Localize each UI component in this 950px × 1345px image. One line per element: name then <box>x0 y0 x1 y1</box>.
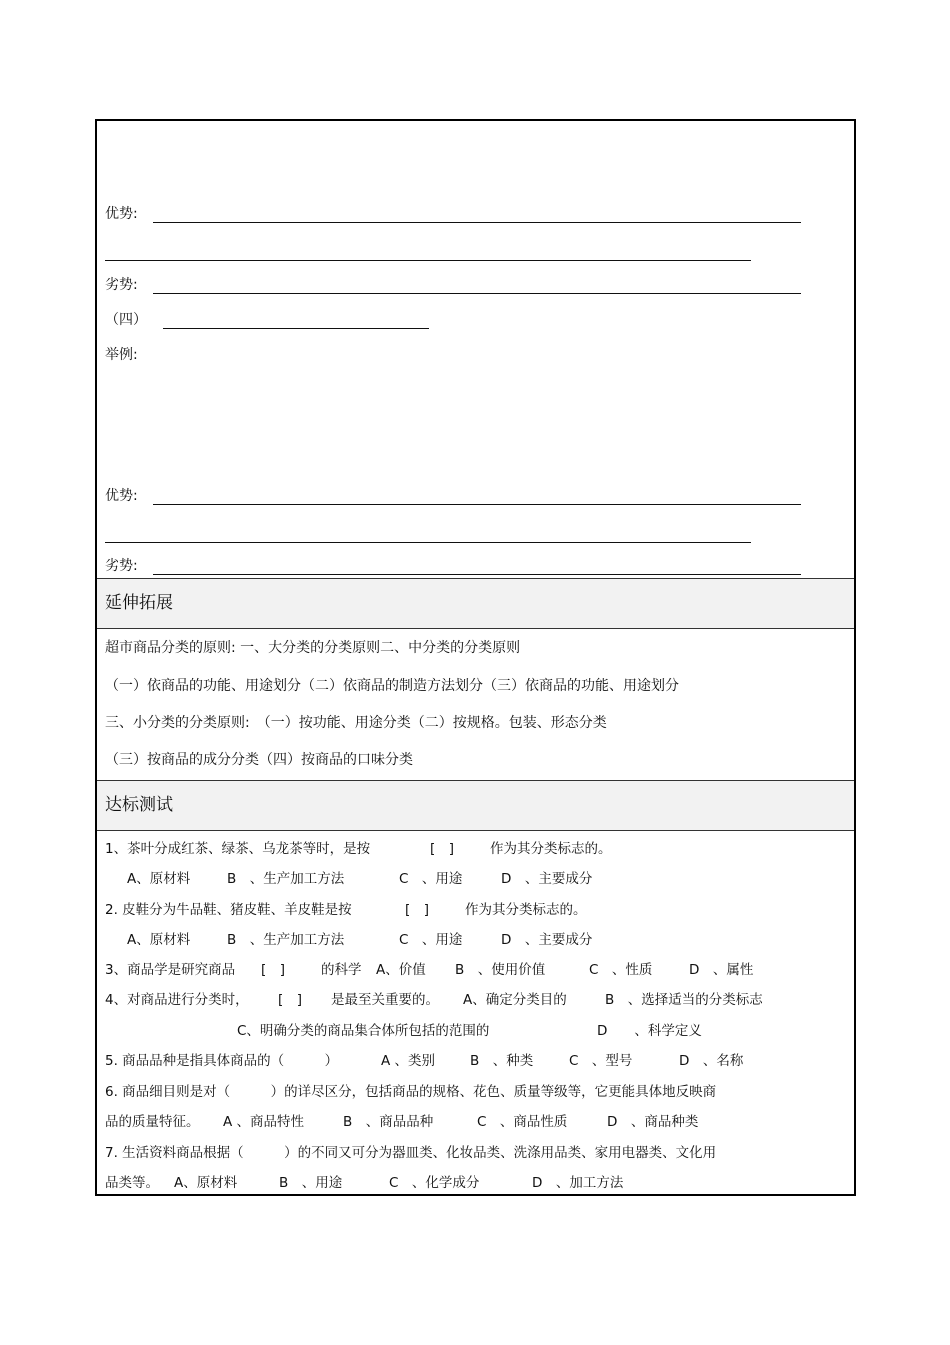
q7-line-1: 7. 生活资料商品根据（ ）的不同又可分为器皿类、化妆品类、洗涤用品类、家用电器类、文化用 <box>105 1145 717 1161</box>
advantage-blank-1b[interactable] <box>105 260 751 261</box>
q7-line-2: 品类等。 <box>105 1175 159 1191</box>
extension-line-2: （一）依商品的功能、用途划分（二）依商品的制造方法划分（三）依商品的功能、用途划分 <box>105 678 679 694</box>
example-label: 举例: <box>105 347 138 363</box>
item-four-label: （四） <box>105 312 147 328</box>
q2-stem: 2. 皮鞋分为牛品鞋、猪皮鞋、羊皮鞋是按 <box>105 902 352 918</box>
q1-option-d[interactable]: D 、主要成分 <box>501 871 593 887</box>
advantage-blank-2[interactable] <box>153 504 801 505</box>
q4-option-b[interactable]: B 、选择适当的分类标志 <box>605 992 763 1008</box>
q3-stem: 3、商品学是研究商品 <box>105 962 236 978</box>
q4-option-c[interactable]: C、明确分类的商品集合体所包括的范围的 <box>237 1023 490 1039</box>
q3-option-d[interactable]: D 、属性 <box>689 962 754 978</box>
q3-option-c[interactable]: C 、性质 <box>589 962 653 978</box>
q4-bracket[interactable]: [ ] <box>278 992 303 1008</box>
q6-option-a[interactable]: A 、商品特性 <box>223 1114 305 1130</box>
extension-title: 延伸拓展 <box>105 593 173 613</box>
q4-option-a[interactable]: A、确定分类目的 <box>463 992 567 1008</box>
q2-option-d[interactable]: D 、主要成分 <box>501 932 593 948</box>
q1-option-c[interactable]: C 、用途 <box>399 871 463 887</box>
q6-option-c[interactable]: C 、商品性质 <box>477 1114 568 1130</box>
q3-tail: 的科学 <box>321 962 362 978</box>
extension-line-1: 超市商品分类的原则: 一、大分类的分类原则二、中分类的分类原则 <box>105 640 521 656</box>
disadvantage-blank-2[interactable] <box>153 574 801 575</box>
extension-header <box>97 578 854 629</box>
q7-option-d[interactable]: D 、加工方法 <box>532 1175 624 1191</box>
q7-option-a[interactable]: A、原材料 <box>174 1175 238 1191</box>
q5-stem: 5. 商品品种是指具体商品的（ ） <box>105 1053 339 1069</box>
disadvantage-label-2: 劣势: <box>105 558 138 574</box>
q7-option-b[interactable]: B 、用途 <box>279 1175 343 1191</box>
extension-line-4: （三）按商品的成分分类（四）按商品的口味分类 <box>105 752 413 768</box>
q2-bracket[interactable]: [ ] <box>405 902 430 918</box>
q1-tail: 作为其分类标志的。 <box>490 841 612 857</box>
q5-option-d[interactable]: D 、名称 <box>679 1053 744 1069</box>
q2-option-a[interactable]: A、原材料 <box>127 932 191 948</box>
q3-bracket[interactable]: [ ] <box>261 962 286 978</box>
q5-option-c[interactable]: C 、型号 <box>569 1053 633 1069</box>
q2-tail: 作为其分类标志的。 <box>465 902 587 918</box>
q6-option-d[interactable]: D 、商品种类 <box>607 1114 699 1130</box>
q6-line-1: 6. 商品细目则是对（ ）的详尽区分，包括商品的规格、花色、质量等级等，它更能具体地反映商 <box>105 1084 717 1100</box>
disadvantage-label-1: 劣势: <box>105 277 138 293</box>
q6-option-b[interactable]: B 、商品品种 <box>343 1114 434 1130</box>
advantage-blank-2b[interactable] <box>105 542 751 543</box>
q5-option-b[interactable]: B 、种类 <box>470 1053 534 1069</box>
q3-option-a[interactable]: A、价值 <box>376 962 426 978</box>
q1-bracket[interactable]: [ ] <box>430 841 455 857</box>
item-four-blank[interactable] <box>163 328 429 329</box>
disadvantage-blank-1[interactable] <box>153 293 801 294</box>
q2-option-c[interactable]: C 、用途 <box>399 932 463 948</box>
q7-option-c[interactable]: C 、化学成分 <box>389 1175 480 1191</box>
q6-line-2: 品的质量特征。 <box>105 1114 200 1130</box>
q1-option-a[interactable]: A、原材料 <box>127 871 191 887</box>
test-header <box>97 780 854 831</box>
advantage-label-1: 优势: <box>105 206 138 222</box>
q1-stem: 1、茶叶分成红茶、绿茶、乌龙茶等时，是按 <box>105 841 371 857</box>
q4-tail: 是最至关重要的。 <box>331 992 439 1008</box>
q5-option-a[interactable]: A 、类别 <box>381 1053 436 1069</box>
worksheet-frame <box>95 119 856 1196</box>
extension-line-3: 三、小分类的分类原则: （一）按功能、用途分类（二）按规格。包装、形态分类 <box>105 715 607 731</box>
q1-option-b[interactable]: B 、生产加工方法 <box>227 871 345 887</box>
test-title: 达标测试 <box>105 795 173 815</box>
advantage-label-2: 优势: <box>105 488 138 504</box>
q2-option-b[interactable]: B 、生产加工方法 <box>227 932 345 948</box>
q4-option-d[interactable]: D 、科学定义 <box>597 1023 702 1039</box>
advantage-blank-1[interactable] <box>153 222 801 223</box>
q3-option-b[interactable]: B 、使用价值 <box>455 962 546 978</box>
q4-stem: 4、对商品进行分类时， <box>105 992 249 1008</box>
